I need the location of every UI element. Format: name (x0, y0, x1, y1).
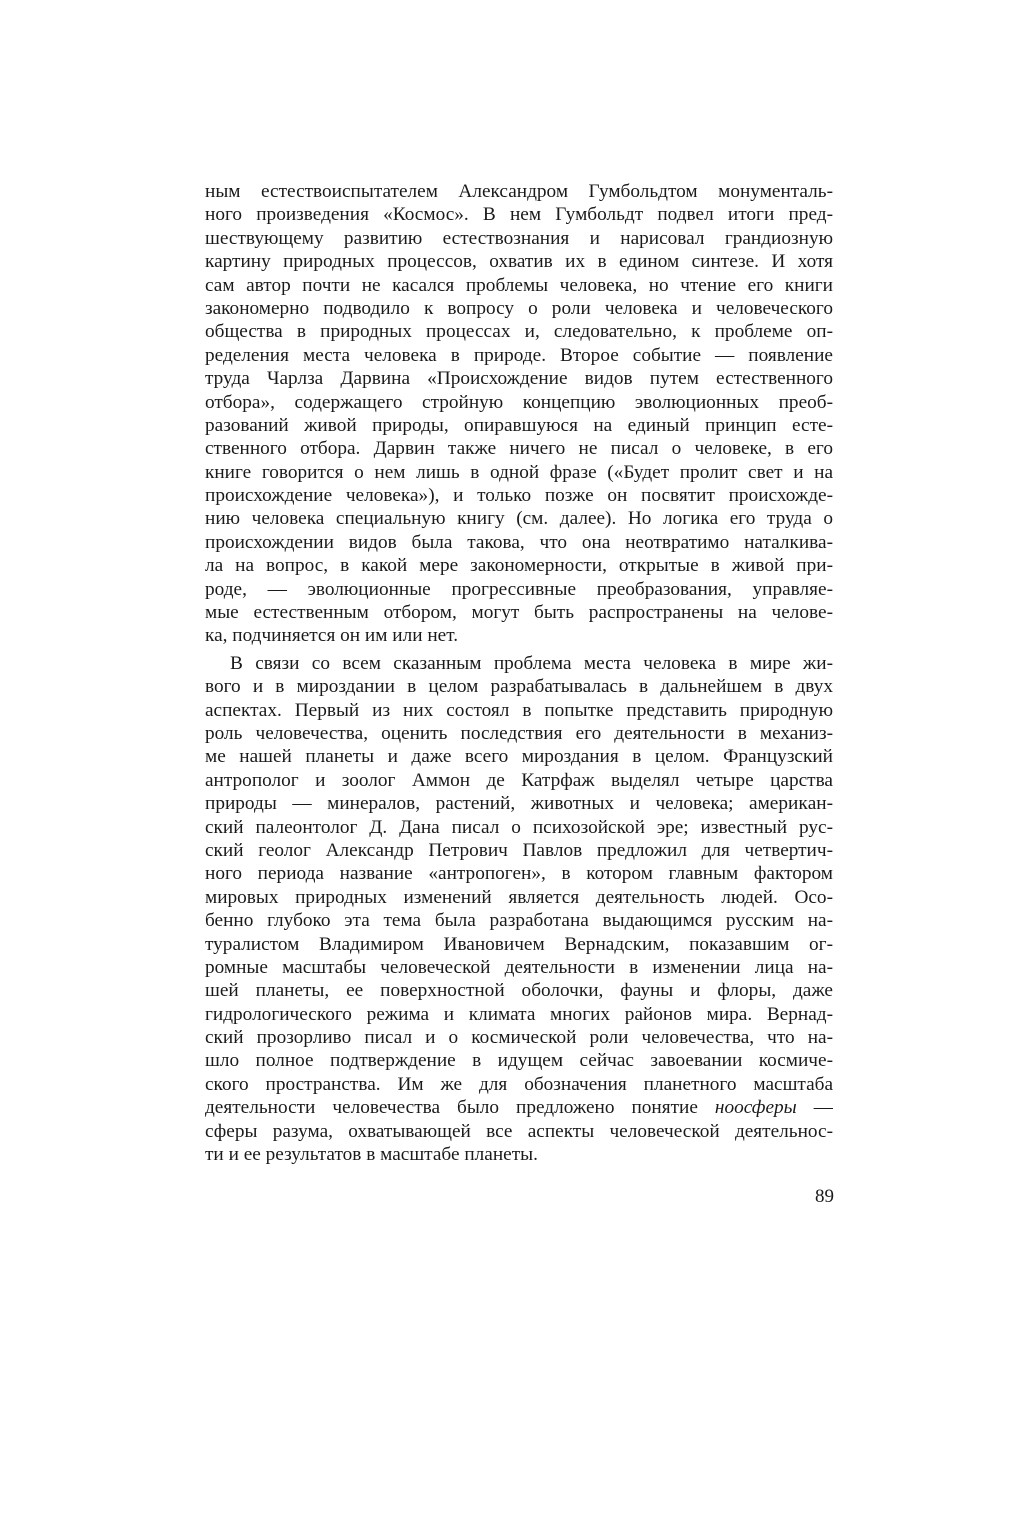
text-line: туралистом Владимиром Ивановичем Вернадским, показавшим ог- (205, 933, 833, 955)
text-line: антрополог и зоолог Аммон де Катрфаж выделял четыре царства (205, 769, 833, 791)
text-line: бенно глубоко эта тема была разработана выдающимся русским на- (205, 910, 833, 932)
text-line: отбора», содержащего стройную концепцию эволюционных преоб- (205, 391, 833, 413)
text-line: ределения места человека в природе. Второе событие — появление (205, 344, 833, 366)
text-line: ского пространства. Им же для обозначения планетного масштаба (205, 1073, 833, 1095)
text-line: мые естественным отбором, могут быть распространены на челове- (205, 602, 833, 624)
text-line: книге говорится о нем лишь в одной фразе («Будет пролит свет и на (205, 461, 833, 483)
text-line: В связи со всем сказанным проблема места человека в мире жи- (230, 652, 833, 674)
text-line: труда Чарлза Дарвина «Происхождение видов путем естественного (205, 368, 833, 390)
text-line: картину природных процессов, охватив их в едином синтезе. И хотя (205, 251, 833, 273)
text-line: общества в природных процессах и, следовательно, к проблеме оп- (205, 321, 833, 343)
text-line: аспектах. Первый из них состоял в попытке представить природную (205, 699, 833, 721)
text-line: шло полное подтверждение в идущем сейчас завоевании космиче- (205, 1050, 833, 1072)
paragraph-1 (205, 180, 833, 648)
body-text (205, 180, 833, 1166)
text-segment: деятельности человечества было предложено понятие (205, 1097, 715, 1119)
text-line: ти и ее результатов в масштабе планеты. (205, 1144, 538, 1166)
text-line: ла на вопрос, в какой мере закономерности, открытые в живой при- (205, 555, 833, 577)
text-line: разований живой природы, опиравшуюся на единый принцип есте- (205, 414, 833, 436)
text-line: ский геолог Александр Петрович Павлов предложил для четвертич- (205, 839, 833, 861)
text-line: мировых природных изменений является деятельность людей. Осо- (205, 886, 833, 908)
text-line: шествующему развитию естествознания и нарисовал грандиозную (205, 227, 833, 249)
text-line: сам автор почти не касался проблемы человека, но чтение его книги (205, 274, 833, 296)
text-line: ромные масштабы человеческой деятельности в изменении лица на- (205, 956, 833, 978)
text-segment: — (796, 1097, 833, 1119)
page-number: 89 (815, 1186, 834, 1207)
text-line: роль человечества, оценить последствия его деятельности в механиз- (205, 722, 833, 744)
text-line: закономерно подводило к вопросу о роли человека и человеческого (205, 297, 833, 319)
text-line: ного периода название «антропоген», в котором главным фактором (205, 863, 833, 885)
text-line: вого и в мироздании в целом разрабатывалась в дальнейшем в двух (205, 676, 833, 698)
italic-term: ноосферы (714, 1097, 797, 1119)
text-line: шей планеты, ее поверхностной оболочки, фауны и флоры, даже (205, 980, 833, 1002)
text-line: ного произведения «Космос». В нем Гумбольдт подвел итоги пред- (205, 204, 833, 226)
text-line: гидрологического режима и климата многих районов мира. Вернад- (205, 1003, 833, 1025)
text-line: ме нашей планеты и даже всего мироздания в целом. Французский (205, 746, 833, 768)
text-line: нию человека специальную книгу (см. далее). Но логика его труда о (205, 508, 833, 530)
text-line: ский палеонтолог Д. Дана писал о психозойской эре; известный рус- (205, 816, 833, 838)
text-line: происхождение человека»), и только позже он посвятит происхожде- (205, 485, 833, 507)
text-line: ным естествоиспытателем Александром Гумбольдтом монументаль- (205, 181, 833, 202)
text-line: ственного отбора. Дарвин также ничего не писал о человеке, в его (205, 438, 833, 460)
text-line: ка, подчиняется он им или нет. (205, 625, 459, 647)
paragraph-2 (205, 652, 833, 1167)
text-line: роде, — эволюционные прогрессивные преобразования, управляе- (205, 578, 833, 600)
text-line-with-term (205, 1096, 833, 1119)
text-line: сферы разума, охватывающей все аспекты человеческой деятельнос- (205, 1120, 833, 1142)
text-line: происхождении видов была такова, что она неотвратимо наталкива- (205, 531, 833, 553)
text-line: природы — минералов, растений, животных и человека; америкaн- (205, 793, 833, 815)
text-line: ский прозорливо писал и о космической роли человечества, что на- (205, 1027, 833, 1049)
